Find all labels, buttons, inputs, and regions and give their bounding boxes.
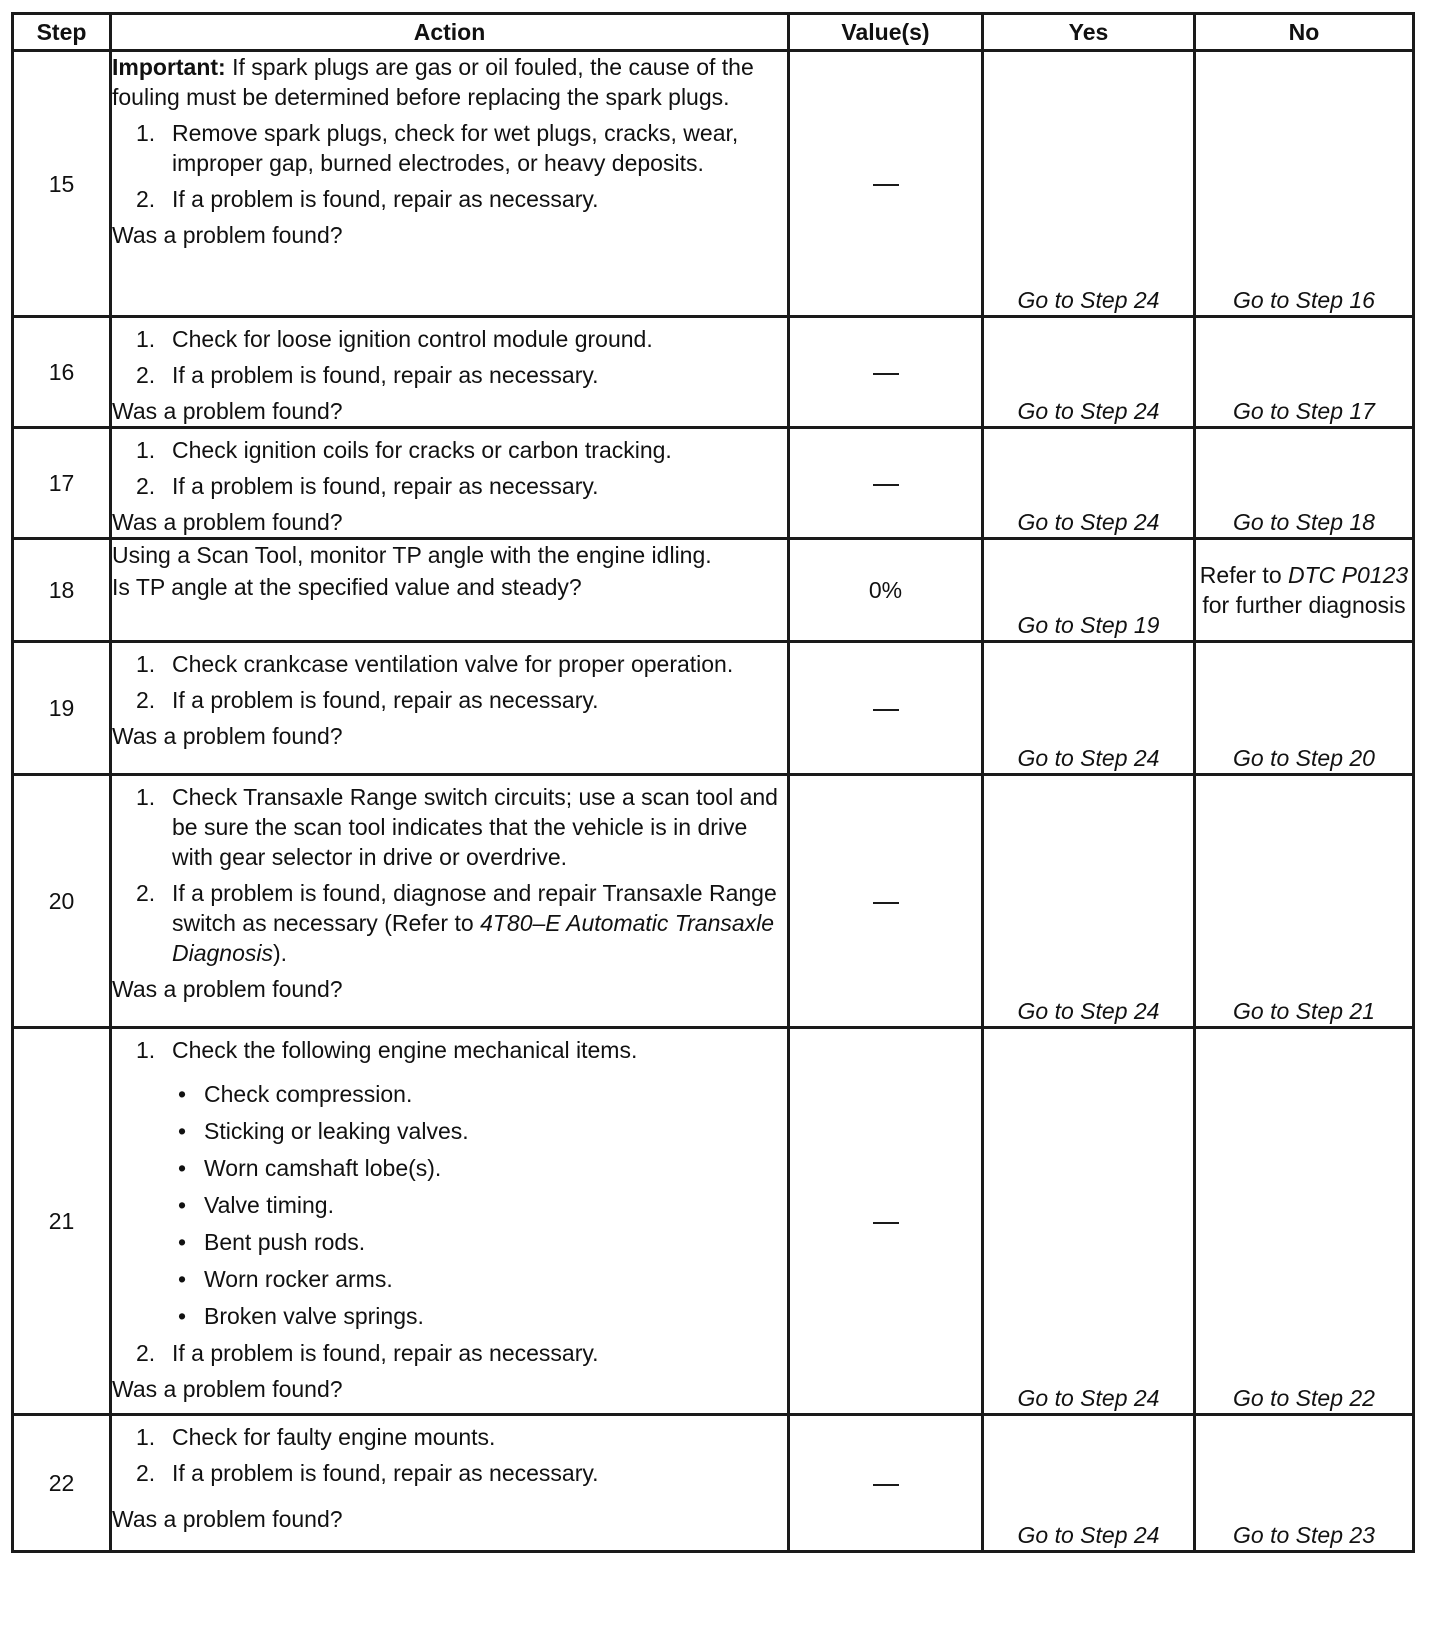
action-steps xyxy=(112,118,787,214)
value-cell xyxy=(789,317,983,428)
table-row-step-17 xyxy=(13,428,1414,539)
list-item xyxy=(172,1190,787,1220)
header-action: Action xyxy=(111,14,789,51)
value-cell xyxy=(789,642,983,775)
no-cell: Go to Step 16 xyxy=(1195,51,1414,317)
action-cell xyxy=(111,1415,789,1552)
important-label: Important: xyxy=(112,54,226,80)
bullet-icon: • xyxy=(178,1229,187,1255)
no-cell: Go to Step 20 xyxy=(1195,642,1414,775)
action-cell xyxy=(111,539,789,642)
action-text: Using a Scan Tool, monitor TP angle with the engine idling. xyxy=(112,542,712,568)
step-number: 21 xyxy=(13,1028,111,1415)
table-row-step-19 xyxy=(13,642,1414,775)
action-cell xyxy=(111,1028,789,1415)
action-cell xyxy=(111,51,789,317)
list-item-text: Bent push rods. xyxy=(204,1229,366,1255)
action-step-number: 1. xyxy=(136,437,156,463)
bullet-icon: • xyxy=(178,1192,187,1218)
bullet-icon: • xyxy=(178,1303,187,1329)
step-number: 17 xyxy=(13,428,111,539)
list-item xyxy=(172,1227,787,1257)
action-cell xyxy=(111,428,789,539)
table-row-step-20 xyxy=(13,775,1414,1028)
bullet-icon: • xyxy=(178,1081,187,1107)
action-cell xyxy=(111,317,789,428)
yes-cell: Go to Step 24 xyxy=(983,1028,1195,1415)
no-cell: Go to Step 18 xyxy=(1195,428,1414,539)
table-row-step-21 xyxy=(13,1028,1414,1415)
yes-cell: Go to Step 24 xyxy=(983,51,1195,317)
action-step-number: 2. xyxy=(136,687,156,713)
value-cell xyxy=(789,1415,983,1552)
question-text: Was a problem found? xyxy=(112,723,343,749)
diagnostic-table xyxy=(11,12,1415,1553)
step-number: 18 xyxy=(13,539,111,642)
action-step xyxy=(112,184,787,214)
list-item-text: Check compression. xyxy=(204,1081,413,1107)
action-step-number: 2. xyxy=(136,473,156,499)
table-header-row xyxy=(13,14,1414,51)
action-step-number: 1. xyxy=(136,326,156,352)
action-step-text: Remove spark plugs, check for wet plugs, cracks, wear, improper gap, burned electrodes, or heavy deposits. xyxy=(172,120,739,176)
important-text: If spark plugs are gas or oil fouled, the cause of the fouling must be determined before replacing the spark plugs. xyxy=(112,54,754,110)
value-cell xyxy=(789,51,983,317)
step-number: 15 xyxy=(13,51,111,317)
step-number: 22 xyxy=(13,1415,111,1552)
question-text: Was a problem found? xyxy=(112,1506,343,1532)
action-step-number: 1. xyxy=(136,784,156,810)
yes-cell: Go to Step 24 xyxy=(983,1415,1195,1552)
action-steps xyxy=(112,782,787,968)
list-item-text: Sticking or leaking valves. xyxy=(204,1118,469,1144)
question-text: Was a problem found? xyxy=(112,1376,343,1402)
no-cell xyxy=(1195,539,1414,642)
value-cell xyxy=(789,775,983,1028)
list-item-text: Worn rocker arms. xyxy=(204,1266,393,1292)
em-dash-value xyxy=(873,1222,899,1224)
action-steps xyxy=(112,1422,787,1488)
action-step-text: Check the following engine mechanical items. xyxy=(172,1037,638,1063)
action-step xyxy=(112,360,787,390)
refer-prefix: Refer to xyxy=(1199,562,1289,588)
table-row-step-22 xyxy=(13,1415,1414,1552)
yes-cell: Go to Step 24 xyxy=(983,642,1195,775)
list-item-text: Valve timing. xyxy=(204,1192,334,1218)
action-step-number: 1. xyxy=(136,1037,156,1063)
action-step-text: If a problem is found, repair as necessary. xyxy=(172,1460,599,1486)
action-step-text: If a problem is found, diagnose and repair Transaxle Range switch as necessary (Refer to xyxy=(172,880,777,936)
bullet-icon: • xyxy=(178,1155,187,1181)
value-cell: 0% xyxy=(789,539,983,642)
header-step: Step xyxy=(13,14,111,51)
action-step xyxy=(112,1422,787,1452)
bullet-icon: • xyxy=(178,1266,187,1292)
question-text: Was a problem found? xyxy=(112,509,343,535)
action-step xyxy=(112,1458,787,1488)
action-step-number: 2. xyxy=(136,880,156,906)
action-step xyxy=(112,649,787,679)
action-step-number: 2. xyxy=(136,1460,156,1486)
action-step-text: If a problem is found, repair as necessary. xyxy=(172,473,599,499)
action-steps xyxy=(112,324,787,390)
action-step-text: If a problem is found, repair as necessary. xyxy=(172,1340,599,1366)
em-dash-value xyxy=(873,1484,899,1486)
list-item xyxy=(172,1264,787,1294)
action-step xyxy=(112,324,787,354)
bullet-icon: • xyxy=(178,1118,187,1144)
list-item xyxy=(172,1153,787,1183)
list-item-text: Worn camshaft lobe(s). xyxy=(204,1155,442,1181)
list-item xyxy=(172,1301,787,1331)
action-step xyxy=(112,435,787,465)
question-text: Is TP angle at the specified value and steady? xyxy=(112,574,582,600)
action-step-number: 2. xyxy=(136,362,156,388)
action-step-text: Check ignition coils for cracks or carbon tracking. xyxy=(172,437,672,463)
value-cell xyxy=(789,1028,983,1415)
list-item xyxy=(172,1079,787,1109)
action-step-text: Check for loose ignition control module ground. xyxy=(172,326,653,352)
action-step-number: 1. xyxy=(136,651,156,677)
diagnostic-table-sheet xyxy=(11,12,1412,1553)
em-dash-value xyxy=(873,902,899,904)
em-dash-value xyxy=(873,184,899,186)
question-text: Was a problem found? xyxy=(112,398,343,424)
no-cell: Go to Step 17 xyxy=(1195,317,1414,428)
value-cell xyxy=(789,428,983,539)
header-values: Value(s) xyxy=(789,14,983,51)
action-step-text: If a problem is found, repair as necessary. xyxy=(172,186,599,212)
em-dash-value xyxy=(873,709,899,711)
header-no: No xyxy=(1195,14,1414,51)
action-step xyxy=(112,1338,787,1368)
yes-cell: Go to Step 24 xyxy=(983,428,1195,539)
table-row-step-16 xyxy=(13,317,1414,428)
mechanical-items-list xyxy=(172,1079,787,1331)
no-cell: Go to Step 23 xyxy=(1195,1415,1414,1552)
action-cell xyxy=(111,775,789,1028)
em-dash-value xyxy=(873,484,899,486)
action-steps xyxy=(112,1035,787,1368)
yes-cell: Go to Step 24 xyxy=(983,775,1195,1028)
action-step-text: Check crankcase ventilation valve for proper operation. xyxy=(172,651,734,677)
action-step xyxy=(112,685,787,715)
action-step xyxy=(112,782,787,872)
yes-cell: Go to Step 19 xyxy=(983,539,1195,642)
step-number: 20 xyxy=(13,775,111,1028)
table-row-step-15 xyxy=(13,51,1414,317)
action-step-number: 1. xyxy=(136,120,156,146)
action-step-number: 1. xyxy=(136,1424,156,1450)
action-step-number: 2. xyxy=(136,186,156,212)
action-step-text: If a problem is found, repair as necessary. xyxy=(172,687,599,713)
dtc-reference: DTC P0123 xyxy=(1288,562,1409,588)
no-cell: Go to Step 22 xyxy=(1195,1028,1414,1415)
action-step xyxy=(112,878,787,968)
action-step-text: Check Transaxle Range switch circuits; use a scan tool and be sure the scan tool indicates that the vehicle is in drive with gear selector in drive or overdrive. xyxy=(172,784,778,870)
action-step xyxy=(112,471,787,501)
important-note xyxy=(112,52,787,112)
question-text: Was a problem found? xyxy=(112,222,343,248)
action-steps xyxy=(112,435,787,501)
table-row-step-18 xyxy=(13,539,1414,642)
list-item xyxy=(172,1116,787,1146)
list-item-text: Broken valve springs. xyxy=(204,1303,424,1329)
yes-cell: Go to Step 24 xyxy=(983,317,1195,428)
action-cell xyxy=(111,642,789,775)
action-step xyxy=(112,1035,787,1331)
refer-suffix: for further diagnosis xyxy=(1202,592,1406,618)
action-steps xyxy=(112,649,787,715)
action-step-text: If a problem is found, repair as necessary. xyxy=(172,362,599,388)
manual-reference: 4T80–E Automatic Transaxle Diagnosis xyxy=(172,910,775,966)
em-dash-value xyxy=(873,373,899,375)
action-step xyxy=(112,118,787,178)
no-cell: Go to Step 21 xyxy=(1195,775,1414,1028)
action-step-text: Check for faulty engine mounts. xyxy=(172,1424,496,1450)
question-text: Was a problem found? xyxy=(112,976,343,1002)
header-yes: Yes xyxy=(983,14,1195,51)
action-step-number: 2. xyxy=(136,1340,156,1366)
step-number: 19 xyxy=(13,642,111,775)
action-step-suffix: ). xyxy=(273,940,288,966)
step-number: 16 xyxy=(13,317,111,428)
